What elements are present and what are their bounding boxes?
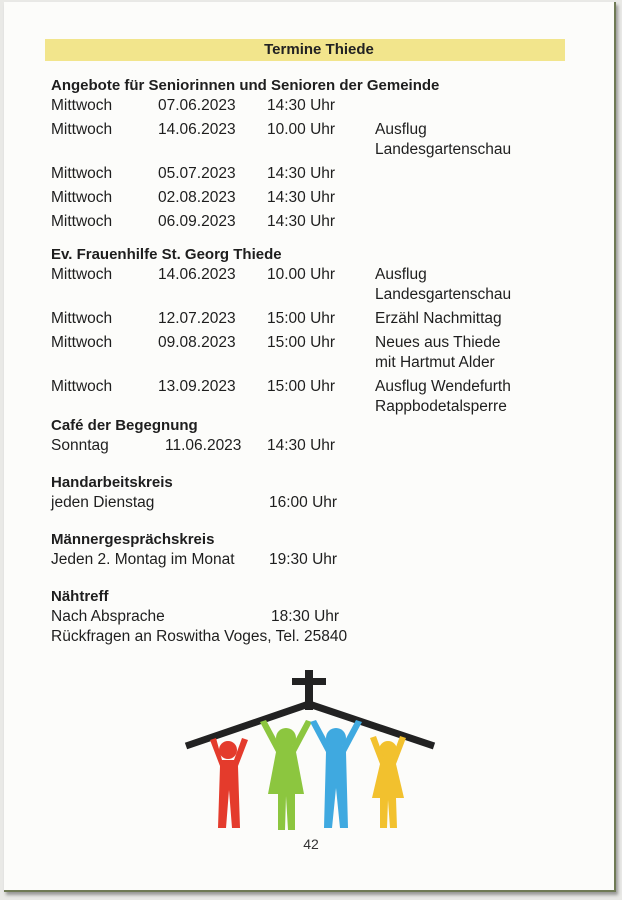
list-item	[51, 607, 571, 627]
person-blue-figure	[310, 720, 362, 828]
naehtreff-section	[51, 587, 571, 645]
date: 07.06.2023	[158, 97, 236, 114]
day: Mittwoch	[51, 378, 113, 395]
time: 10.00 Uhr	[267, 266, 336, 283]
time: 16:00 Uhr	[269, 494, 338, 511]
time: 18:30 Uhr	[271, 608, 340, 625]
section-title: Angebote für Seniorinnen und Senioren der Gemeinde	[51, 77, 440, 94]
day: Mittwoch	[51, 266, 113, 283]
list-item	[51, 265, 571, 309]
list-item	[51, 377, 571, 421]
list-item	[51, 96, 571, 120]
date: 05.07.2023	[158, 165, 236, 182]
day: Mittwoch	[51, 213, 113, 230]
description: Ausflug Wendefurth	[375, 378, 511, 395]
person-red-figure	[210, 738, 248, 828]
page-number: 42	[303, 836, 319, 852]
date: 02.08.2023	[158, 189, 236, 206]
description: Erzähl Nachmittag	[375, 310, 502, 327]
date: 06.09.2023	[158, 213, 236, 230]
day: Mittwoch	[51, 189, 113, 206]
time: 14:30 Uhr	[267, 213, 336, 230]
list-item	[51, 550, 571, 574]
date: 11.06.2023	[165, 437, 242, 454]
maenner-section	[51, 530, 571, 574]
list-item	[51, 164, 571, 188]
day: Mittwoch	[51, 121, 113, 138]
section-title: Ev. Frauenhilfe St. Georg Thiede	[51, 246, 282, 263]
day: Mittwoch	[51, 165, 113, 182]
date: 14.06.2023	[158, 121, 236, 138]
time: 14:30 Uhr	[267, 189, 336, 206]
day: Mittwoch	[51, 97, 113, 114]
time: 15:00 Uhr	[267, 378, 336, 395]
list-item	[51, 120, 571, 164]
schedule: jeden Dienstag	[51, 494, 155, 511]
handarbeit-section	[51, 473, 571, 517]
section-title: Nähtreff	[51, 588, 109, 605]
page-header-bar	[45, 39, 565, 61]
list-item	[51, 493, 571, 517]
section-title: Café der Begegnung	[51, 417, 198, 434]
description: Neues aus Thiede	[375, 334, 501, 351]
frauenhilfe-section	[51, 245, 571, 421]
time: 14:30 Uhr	[267, 97, 336, 114]
list-item	[51, 436, 571, 460]
description: Ausflug	[375, 121, 427, 138]
schedule: Nach Absprache	[51, 608, 165, 625]
section-title: Männergesprächskreis	[51, 531, 215, 548]
day: Mittwoch	[51, 334, 113, 351]
date: 12.07.2023	[158, 310, 236, 327]
seniors-section	[51, 76, 571, 236]
list-item	[51, 309, 571, 333]
description-line2: Landesgartenschau	[375, 141, 512, 158]
contact-note: Rückfragen an Roswitha Voges, Tel. 25840	[51, 628, 348, 645]
person-yellow-figure	[370, 736, 406, 828]
list-item	[51, 212, 571, 236]
time: 15:00 Uhr	[267, 310, 336, 327]
date: 13.09.2023	[158, 378, 236, 395]
section-title: Handarbeitskreis	[51, 474, 173, 491]
date: 09.08.2023	[158, 334, 236, 351]
time: 14:30 Uhr	[267, 165, 336, 182]
page-title: Termine Thiede	[264, 41, 374, 58]
time: 19:30 Uhr	[269, 551, 338, 568]
time: 15:00 Uhr	[267, 334, 336, 351]
description-line2: Rappbodetalsperre	[375, 398, 507, 415]
day: Mittwoch	[51, 310, 113, 327]
description-line2: Landesgartenschau	[375, 286, 512, 303]
time: 10.00 Uhr	[267, 121, 336, 138]
list-item	[51, 188, 571, 212]
church-people-icon	[182, 668, 438, 832]
date: 14.06.2023	[158, 266, 236, 283]
cafe-section	[51, 416, 571, 460]
time: 14:30 Uhr	[267, 437, 336, 454]
person-green-figure	[260, 720, 312, 830]
description-line2: mit Hartmut Alder	[375, 354, 495, 371]
list-item	[51, 333, 571, 377]
day: Sonntag	[51, 437, 109, 454]
description: Ausflug	[375, 266, 427, 283]
schedule: Jeden 2. Montag im Monat	[51, 551, 235, 568]
